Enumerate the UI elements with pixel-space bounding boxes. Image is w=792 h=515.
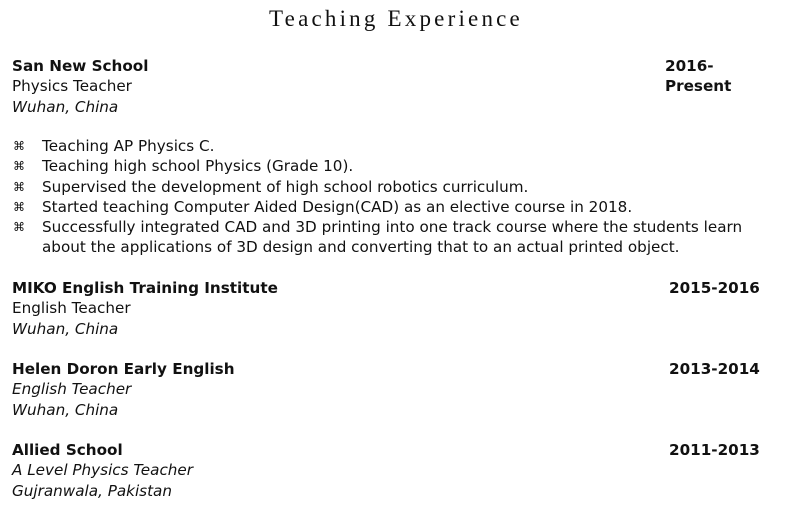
employment-dates: 2013-2014 <box>669 360 760 378</box>
highlight-text: Teaching high school Physics (Grade 10). <box>42 157 354 176</box>
organization-name: Allied School <box>12 441 123 459</box>
bullet-icon: ⌘ <box>13 159 25 174</box>
employment-dates: 2016-Present <box>665 57 732 96</box>
bullet-icon: ⌘ <box>13 139 25 153</box>
job-location: Gujranwala, Pakistan <box>12 481 172 500</box>
organization-name: San New School <box>12 57 149 75</box>
highlight-item <box>12 177 782 197</box>
job-role: A Level Physics Teacher <box>12 461 194 480</box>
section-title: Teaching Experience <box>269 6 523 31</box>
bullet-icon: ⌘ <box>13 179 25 194</box>
experience-entry-miko <box>12 278 772 339</box>
experience-entry-san-new-school <box>12 56 772 117</box>
organization-name: Helen Doron Early English <box>12 360 235 378</box>
job-location: Wuhan, China <box>12 400 119 419</box>
highlight-text: Supervised the development of high school robotics curriculum. <box>42 177 529 196</box>
highlight-item <box>12 217 782 258</box>
highlight-text: Successfully integrated CAD and 3D printing into one track course where the students learn about the applications of 3D design and converting that to an actual printed object. <box>42 218 743 257</box>
employment-dates: 2015-2016 <box>669 279 760 297</box>
highlight-text: Teaching AP Physics C. <box>42 137 215 155</box>
employment-dates: 2011-2013 <box>669 441 760 459</box>
job-role: English Teacher <box>12 380 132 399</box>
job-role: Physics Teacher <box>12 77 132 96</box>
highlight-item <box>12 197 782 217</box>
highlight-item <box>12 136 782 156</box>
job-location: Wuhan, China <box>12 97 119 116</box>
experience-entry-allied-school <box>12 440 772 501</box>
highlight-item <box>12 156 782 176</box>
job-location: Wuhan, China <box>12 319 119 338</box>
bullet-icon: ⌘ <box>13 199 25 214</box>
bullet-icon: ⌘ <box>13 220 25 235</box>
highlights-list <box>12 136 782 258</box>
organization-name: MIKO English Training Institute <box>12 279 278 297</box>
highlight-text: Started teaching Computer Aided Design(CAD) as an elective course in 2018. <box>42 197 633 216</box>
experience-entry-helen-doron <box>12 359 772 420</box>
job-role: English Teacher <box>12 299 131 318</box>
